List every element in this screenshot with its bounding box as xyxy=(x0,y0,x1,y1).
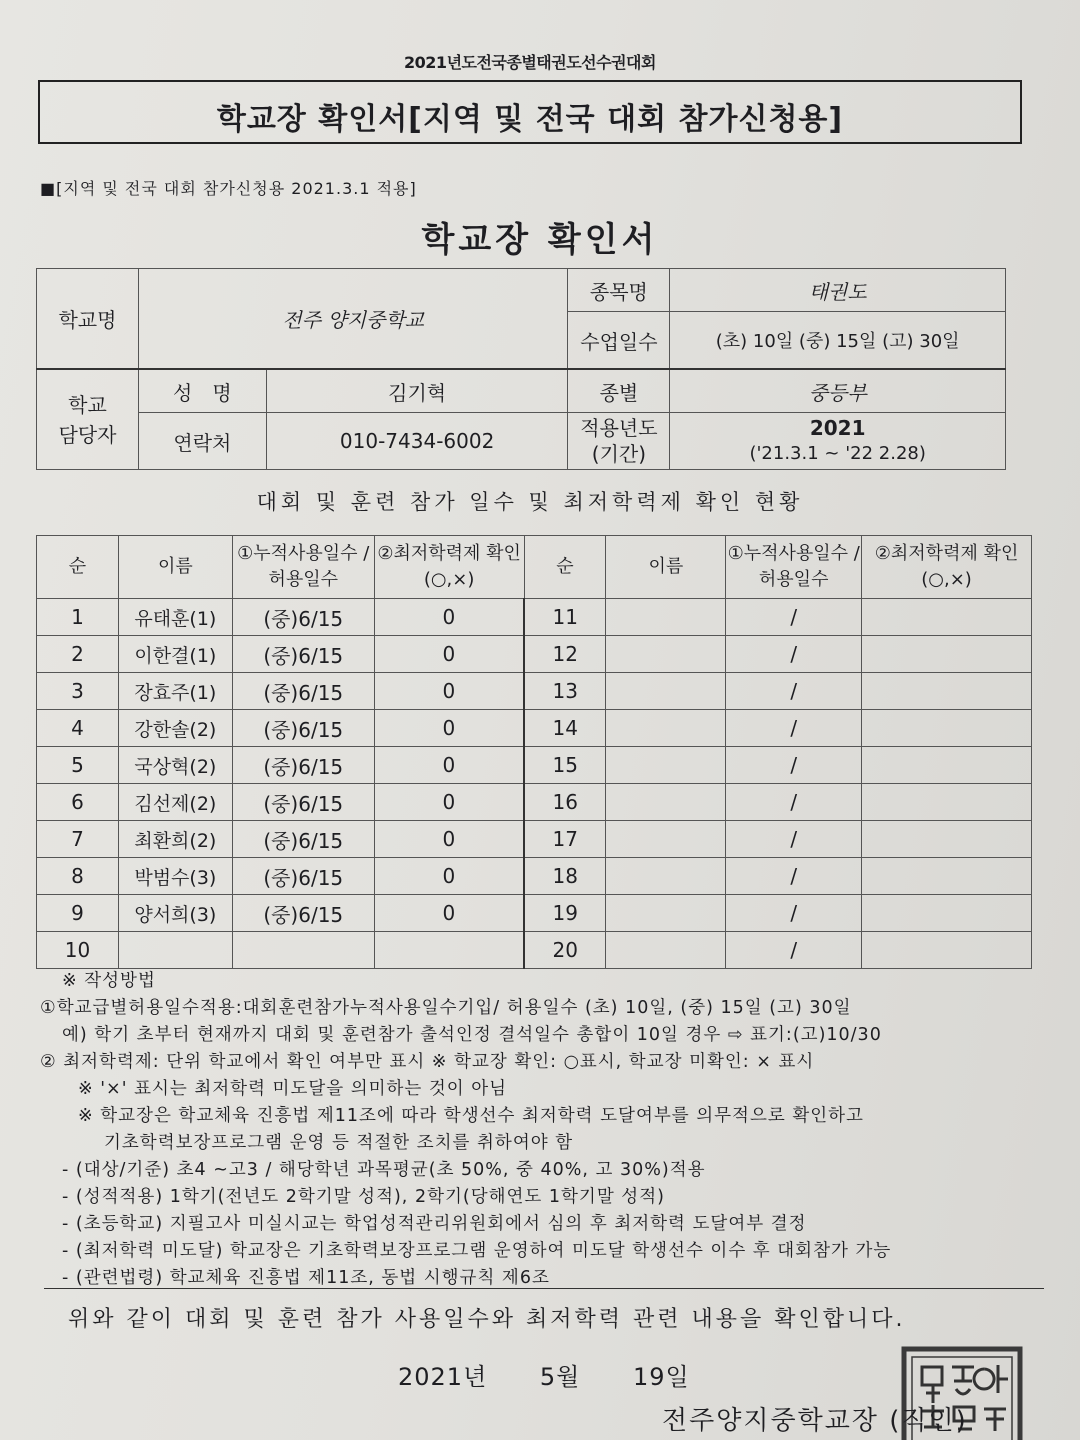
school-name-value: 전주 양지중학교 xyxy=(138,269,568,370)
contact-name-label: 성 명 xyxy=(138,369,266,413)
instruction-line: ※ '×' 표시는 최저학력 미도달을 의미하는 것이 아님 xyxy=(78,1079,508,1099)
grade-check: 0 xyxy=(374,784,524,821)
sport-label: 종목명 xyxy=(568,269,670,312)
used-days: (중)6/15 xyxy=(232,673,374,710)
instruction-line: - (초등학교) 지필고사 미실시교는 학업성적관리위원회에서 심의 후 최저학력 도달여부 결정 xyxy=(62,1214,807,1234)
used-days: (중)6/15 xyxy=(232,747,374,784)
instructions-section xyxy=(40,968,1050,1292)
student-name xyxy=(606,710,726,747)
grade-check xyxy=(862,599,1032,636)
grade-check xyxy=(862,784,1032,821)
grade-check xyxy=(862,895,1032,932)
grade-check: 0 xyxy=(374,858,524,895)
instructions-heading: ※ 작성방법 xyxy=(62,971,156,991)
grade-check: 0 xyxy=(374,747,524,784)
row-no: 6 xyxy=(37,784,119,821)
grade-check xyxy=(862,858,1032,895)
student-name: 장효주(1) xyxy=(118,673,232,710)
school-info-table xyxy=(36,268,1006,470)
grade-check xyxy=(862,673,1032,710)
application-note: ■[지역 및 전국 대회 참가신청용 2021.3.1 적용] xyxy=(40,179,417,198)
event-title: 2021년도전국종별태권도선수권대회 xyxy=(404,53,656,72)
header-grade-right: ②최저학력제 확인(○,×) xyxy=(862,536,1032,599)
instruction-line: ①학교급별허용일수적용:대회훈련참가누적사용일수기입/ 허용일수 (초) 10일, (중) 15일 (고) 30일 xyxy=(40,998,852,1018)
student-name: 박범수(3) xyxy=(118,858,232,895)
issue-date xyxy=(398,1357,734,1392)
signer-name: 전주양지중학교장 (직인) xyxy=(662,1406,968,1436)
row-no: 13 xyxy=(524,673,606,710)
student-name: 국상혁(2) xyxy=(118,747,232,784)
used-days: / xyxy=(726,710,862,747)
used-days: (중)6/15 xyxy=(232,821,374,858)
grade-check: 0 xyxy=(374,636,524,673)
table-row xyxy=(37,710,1032,747)
instruction-line: ② 최저학력제: 단위 학교에서 확인 여부만 표시 ※ 학교장 확인: ○표시, 학교장 미확인: × 표시 xyxy=(40,1052,815,1072)
used-days: / xyxy=(726,599,862,636)
class-days-label: 수업일수 xyxy=(568,312,670,370)
student-name: 김선제(2) xyxy=(118,784,232,821)
row-no: 18 xyxy=(524,858,606,895)
student-name: 유태훈(1) xyxy=(118,599,232,636)
student-name: 최환희(2) xyxy=(118,821,232,858)
row-no: 8 xyxy=(37,858,119,895)
row-no: 20 xyxy=(524,932,606,969)
grade-check: 0 xyxy=(374,599,524,636)
document-title: 학교장 확인서[지역 및 전국 대회 참가신청용] xyxy=(216,102,844,137)
row-no: 2 xyxy=(37,636,119,673)
used-days: / xyxy=(726,747,862,784)
division-value: 중등부 xyxy=(670,369,1006,413)
instruction-line: 예) 학기 초부터 현재까지 대회 및 훈련참가 출석인정 결석일수 총합이 10일 경우 ⇨ 표기:(고)10/30 xyxy=(62,1025,882,1045)
used-days: / xyxy=(726,858,862,895)
row-no: 12 xyxy=(524,636,606,673)
year-label: 적용년도 (기간) xyxy=(568,413,670,470)
row-no: 19 xyxy=(524,895,606,932)
table-row xyxy=(37,747,1032,784)
header-no-left: 순 xyxy=(37,536,119,599)
row-no: 7 xyxy=(37,821,119,858)
grade-check: 0 xyxy=(374,673,524,710)
student-name xyxy=(606,673,726,710)
table-row xyxy=(37,784,1032,821)
student-name xyxy=(606,636,726,673)
used-days: / xyxy=(726,636,862,673)
used-days: (중)6/15 xyxy=(232,784,374,821)
used-days: / xyxy=(726,784,862,821)
table-row xyxy=(37,673,1032,710)
instruction-line: ※ 학교장은 학교체육 진흥법 제11조에 따라 학생선수 최저학력 도달여부를 의무적으로 확인하고 xyxy=(78,1106,864,1126)
table-row xyxy=(37,932,1032,969)
row-no: 16 xyxy=(524,784,606,821)
contact-phone-label: 연락처 xyxy=(138,413,266,470)
year-cell xyxy=(670,413,1006,470)
row-no: 4 xyxy=(37,710,119,747)
used-days: / xyxy=(726,821,862,858)
student-name xyxy=(606,599,726,636)
date-year: 2021년 xyxy=(398,1363,488,1391)
header-days-left: ①누적사용일수 /허용일수 xyxy=(232,536,374,599)
grade-check xyxy=(862,747,1032,784)
student-name xyxy=(606,932,726,969)
instruction-line: - (대상/기준) 초4 ~고3 / 해당학년 과목평균(초 50%, 중 40%, 고 30%)적용 xyxy=(62,1160,706,1180)
table-row xyxy=(37,895,1032,932)
roster-table xyxy=(36,535,1032,969)
row-no: 1 xyxy=(37,599,119,636)
student-name: 양서희(3) xyxy=(118,895,232,932)
instruction-line: - (관련법령) 학교체육 진흥법 제11조, 동법 시행규칙 제6조 xyxy=(62,1268,550,1288)
student-name xyxy=(606,858,726,895)
row-no: 14 xyxy=(524,710,606,747)
header-name-right: 이름 xyxy=(606,536,726,599)
contact-name-value: 김기혁 xyxy=(266,369,568,413)
used-days: / xyxy=(726,932,862,969)
sport-value: 태권도 xyxy=(670,269,1006,312)
student-name xyxy=(606,895,726,932)
grade-check: 0 xyxy=(374,710,524,747)
instruction-line: - (성적적용) 1학기(전년도 2학기말 성적), 2학기(당해연도 1학기말 성적) xyxy=(62,1187,665,1207)
school-name-label: 학교명 xyxy=(37,269,139,370)
used-days xyxy=(232,932,374,969)
date-day: 19일 xyxy=(633,1363,690,1391)
used-days: / xyxy=(726,895,862,932)
used-days: (중)6/15 xyxy=(232,858,374,895)
division-label: 종별 xyxy=(568,369,670,413)
divider xyxy=(44,1288,1044,1289)
row-no: 9 xyxy=(37,895,119,932)
grade-check: 0 xyxy=(374,895,524,932)
header-no-right: 순 xyxy=(524,536,606,599)
used-days: (중)6/15 xyxy=(232,710,374,747)
date-month: 5월 xyxy=(539,1363,581,1391)
page-title: 학교장 확인서 xyxy=(421,220,659,260)
used-days: / xyxy=(726,673,862,710)
contact-group-label: 학교 담당자 xyxy=(37,369,139,470)
header-name-left: 이름 xyxy=(118,536,232,599)
used-days: (중)6/15 xyxy=(232,636,374,673)
header-grade-left: ②최저학력제 확인(○,×) xyxy=(374,536,524,599)
table-row xyxy=(37,636,1032,673)
header-days-right: ①누적사용일수 /허용일수 xyxy=(726,536,862,599)
table-row xyxy=(37,599,1032,636)
grade-check xyxy=(862,710,1032,747)
roster-title: 대회 및 훈련 참가 일수 및 최저학력제 확인 현황 xyxy=(256,490,804,514)
row-no: 5 xyxy=(37,747,119,784)
grade-check xyxy=(862,932,1032,969)
contact-phone-value: 010-7434-6002 xyxy=(266,413,568,470)
table-row xyxy=(37,821,1032,858)
confirmation-statement: 위와 같이 대회 및 훈련 참가 사용일수와 최저학력 관련 내용을 확인합니다. xyxy=(68,1307,906,1332)
row-no: 10 xyxy=(37,932,119,969)
row-no: 17 xyxy=(524,821,606,858)
used-days: (중)6/15 xyxy=(232,599,374,636)
grade-check xyxy=(862,636,1032,673)
instruction-line: - (최저학력 미도달) 학교장은 기초학력보장프로그램 운영하여 미도달 학생선수 이수 후 대회참가 가능 xyxy=(62,1241,892,1261)
table-row xyxy=(37,858,1032,895)
student-name xyxy=(118,932,232,969)
student-name xyxy=(606,821,726,858)
used-days: (중)6/15 xyxy=(232,895,374,932)
grade-check xyxy=(862,821,1032,858)
student-name: 이한결(1) xyxy=(118,636,232,673)
student-name xyxy=(606,784,726,821)
student-name: 강한솔(2) xyxy=(118,710,232,747)
period-value: ('21.3.1 ~ '22 2.28) xyxy=(749,443,926,464)
document-title-box xyxy=(38,80,1022,144)
row-no: 3 xyxy=(37,673,119,710)
grade-check xyxy=(374,932,524,969)
class-days-value: (초) 10일 (중) 15일 (고) 30일 xyxy=(670,312,1006,370)
row-no: 11 xyxy=(524,599,606,636)
grade-check: 0 xyxy=(374,821,524,858)
student-name xyxy=(606,747,726,784)
instruction-line: 기초학력보장프로그램 운영 등 적절한 조치를 취하여야 함 xyxy=(104,1133,574,1153)
row-no: 15 xyxy=(524,747,606,784)
year-value: 2021 xyxy=(809,416,866,440)
